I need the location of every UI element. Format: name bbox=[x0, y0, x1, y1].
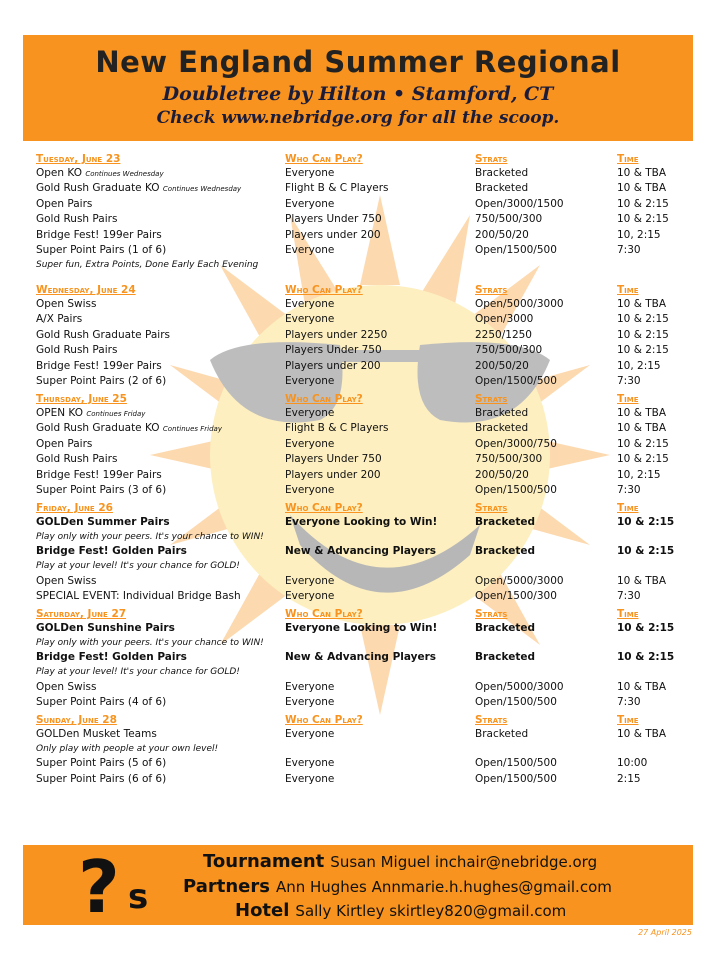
event-name: Gold Rush Pairs bbox=[36, 344, 118, 357]
event-name: Super Point Pairs (3 of 6) bbox=[36, 484, 167, 497]
event-time: 10 & TBA bbox=[617, 406, 667, 419]
event-row bbox=[36, 421, 686, 437]
event-row bbox=[36, 695, 686, 711]
contact-role: Tournament bbox=[203, 851, 325, 872]
event-who: Flight B & C Players bbox=[285, 182, 389, 195]
contact-hotel bbox=[235, 900, 566, 921]
day-header bbox=[36, 280, 686, 296]
event-name: Super Point Pairs (6 of 6) bbox=[36, 772, 167, 785]
event-strats: 750/500/300 bbox=[475, 344, 543, 357]
event-name: Super Point Pairs (4 of 6) bbox=[36, 696, 167, 709]
event-strats: 200/50/20 bbox=[475, 228, 529, 241]
event-strats: Bracketed bbox=[475, 515, 535, 528]
event-name-cell bbox=[36, 651, 285, 663]
day-title: Wednesday, June 24 bbox=[36, 284, 136, 296]
event-row bbox=[36, 312, 686, 328]
day-section bbox=[36, 710, 686, 787]
event-name: Open Swiss bbox=[36, 680, 97, 693]
event-time: 10 & TBA bbox=[617, 166, 667, 179]
event-time: 10, 2:15 bbox=[617, 359, 661, 372]
event-name: Bridge Fest! 199er Pairs bbox=[36, 468, 162, 481]
event-name: Super Point Pairs (5 of 6) bbox=[36, 757, 167, 770]
event-strats: Open/3000 bbox=[475, 313, 534, 326]
event-time: 7:30 bbox=[617, 590, 641, 603]
event-who: Flight B & C Players bbox=[285, 422, 389, 435]
event-name: Open Swiss bbox=[36, 574, 97, 587]
event-time: 10 & 2:15 bbox=[617, 213, 669, 226]
contact-role: Partners bbox=[183, 876, 270, 897]
event-row bbox=[36, 483, 686, 499]
event-note: Continues Wednesday bbox=[85, 169, 164, 178]
event-note: Continues Friday bbox=[86, 409, 146, 418]
event-strats: 750/500/300 bbox=[475, 213, 543, 226]
event-name: Open Pairs bbox=[36, 437, 93, 450]
event-subtext: Play only with your peers. It's your chance to WIN! bbox=[36, 531, 264, 542]
event-subtext: Play at your level! It's your chance for GOLD! bbox=[36, 561, 240, 571]
event-strats: Open/1500/500 bbox=[475, 696, 557, 709]
event-strats: Open/1500/500 bbox=[475, 772, 557, 785]
event-note: Continues Wednesday bbox=[162, 185, 242, 194]
event-time: 10 & TBA bbox=[617, 574, 667, 587]
event-row bbox=[36, 327, 686, 343]
event-strats: Open/5000/3000 bbox=[475, 680, 564, 693]
event-name-cell bbox=[36, 244, 285, 256]
event-name-cell bbox=[36, 773, 285, 785]
event-strats: Open/5000/3000 bbox=[475, 574, 564, 587]
event-strats: Open/1500/500 bbox=[475, 244, 557, 257]
event-time: 10 & 2:15 bbox=[617, 197, 669, 210]
event-name: OPEN KO bbox=[36, 406, 83, 419]
who-column-header: Who Can Play? bbox=[285, 284, 363, 296]
day-section bbox=[36, 280, 686, 389]
event-strats: Bracketed bbox=[475, 621, 535, 634]
event-time: 10 & 2:15 bbox=[617, 313, 669, 326]
event-who: New & Advancing Players bbox=[285, 545, 437, 558]
event-time: 10 & TBA bbox=[617, 680, 667, 693]
question-s-letter: s bbox=[128, 877, 149, 917]
event-name-cell bbox=[36, 757, 285, 769]
day-title: Saturday, June 27 bbox=[36, 608, 127, 620]
day-section bbox=[36, 604, 686, 710]
event-who: Everyone bbox=[285, 297, 335, 310]
event-name: GOLDen Musket Teams bbox=[36, 727, 157, 740]
event-strats: 750/500/300 bbox=[475, 453, 543, 466]
event-subtext-row bbox=[36, 530, 686, 544]
strats-column-header: Strats bbox=[475, 284, 508, 296]
event-who: Players Under 750 bbox=[285, 453, 382, 466]
event-name: Super Point Pairs (2 of 6) bbox=[36, 375, 167, 388]
day-section bbox=[36, 389, 686, 498]
event-name: Gold Rush Pairs bbox=[36, 213, 118, 226]
event-row bbox=[36, 467, 686, 483]
event-who: Players Under 750 bbox=[285, 213, 382, 226]
event-who: Everyone bbox=[285, 727, 335, 740]
event-strats: Open/3000/750 bbox=[475, 437, 557, 450]
event-time: 10 & 2:15 bbox=[617, 453, 669, 466]
event-who: Everyone bbox=[285, 590, 335, 603]
event-row bbox=[36, 620, 686, 636]
who-column-header: Who Can Play? bbox=[285, 393, 363, 405]
event-row bbox=[36, 573, 686, 589]
event-name: Gold Rush Graduate Pairs bbox=[36, 328, 170, 341]
event-name: A/X Pairs bbox=[36, 313, 83, 326]
day-header bbox=[36, 389, 686, 405]
event-name-cell bbox=[36, 229, 285, 241]
event-name: Bridge Fest! 199er Pairs bbox=[36, 359, 162, 372]
who-column-header: Who Can Play? bbox=[285, 153, 363, 165]
event-who: Everyone bbox=[285, 197, 335, 210]
contact-tournament bbox=[203, 851, 597, 872]
event-name: Gold Rush Graduate KO bbox=[36, 182, 160, 195]
event-name: Bridge Fest! Golden Pairs bbox=[36, 651, 187, 664]
event-strats: Bracketed bbox=[475, 182, 529, 195]
event-name-cell bbox=[36, 469, 285, 481]
event-row bbox=[36, 212, 686, 228]
event-who: Everyone bbox=[285, 484, 335, 497]
event-strats: Bracketed bbox=[475, 651, 535, 664]
event-time: 10 & TBA bbox=[617, 727, 667, 740]
event-who: Everyone bbox=[285, 166, 335, 179]
event-subtext-row bbox=[36, 742, 686, 756]
event-subtext-row bbox=[36, 258, 686, 272]
event-name-cell bbox=[36, 313, 285, 325]
event-strats: Bracketed bbox=[475, 166, 529, 179]
event-row bbox=[36, 343, 686, 359]
website-line: Check www.nebridge.org for all the scoop. bbox=[156, 108, 560, 128]
event-subtext-row bbox=[36, 636, 686, 650]
day-header bbox=[36, 149, 686, 165]
time-column-header: Time bbox=[617, 284, 639, 296]
who-column-header: Who Can Play? bbox=[285, 608, 363, 620]
event-strats: Bracketed bbox=[475, 545, 535, 558]
event-name-cell bbox=[36, 484, 285, 496]
event-who: Everyone Looking to Win! bbox=[285, 621, 438, 634]
event-time: 7:30 bbox=[617, 375, 641, 388]
event-row bbox=[36, 679, 686, 695]
day-section bbox=[36, 149, 686, 280]
event-row bbox=[36, 756, 686, 772]
event-strats: Bracketed bbox=[475, 422, 529, 435]
event-time: 2:15 bbox=[617, 772, 641, 785]
event-name-cell bbox=[36, 422, 285, 434]
event-name: GOLDen Summer Pairs bbox=[36, 515, 170, 528]
event-strats: Open/1500/500 bbox=[475, 757, 557, 770]
event-strats: Open/5000/3000 bbox=[475, 297, 564, 310]
event-strats: Open/3000/1500 bbox=[475, 197, 564, 210]
event-row bbox=[36, 514, 686, 530]
event-row bbox=[36, 227, 686, 243]
time-column-header: Time bbox=[617, 502, 639, 514]
time-column-header: Time bbox=[617, 393, 639, 405]
event-name-cell bbox=[36, 344, 285, 356]
event-who: New & Advancing Players bbox=[285, 651, 437, 664]
event-name: Gold Rush Graduate KO bbox=[36, 422, 160, 435]
event-strats: Open/1500/300 bbox=[475, 590, 557, 603]
event-who: Everyone bbox=[285, 437, 335, 450]
contact-info: Ann Hughes Annmarie.h.hughes@gmail.com bbox=[275, 878, 612, 896]
event-subtext: Play at your level! It's your chance for GOLD! bbox=[36, 667, 240, 677]
strats-column-header: Strats bbox=[475, 608, 508, 620]
day-header bbox=[36, 710, 686, 726]
event-name-cell bbox=[36, 516, 285, 528]
event-row bbox=[36, 771, 686, 787]
event-name-cell bbox=[36, 590, 285, 602]
time-column-header: Time bbox=[617, 608, 639, 620]
day-header bbox=[36, 498, 686, 514]
event-who: Players under 200 bbox=[285, 468, 381, 481]
event-subtext-row bbox=[36, 559, 686, 573]
day-section bbox=[36, 498, 686, 604]
event-time: 7:30 bbox=[617, 484, 641, 497]
section-spacer bbox=[36, 272, 686, 280]
event-row bbox=[36, 589, 686, 605]
event-time: 10 & TBA bbox=[617, 297, 667, 310]
event-name: SPECIAL EVENT: Individual Bridge Bash bbox=[36, 590, 241, 603]
event-time: 10, 2:15 bbox=[617, 468, 661, 481]
day-title: Thursday, June 25 bbox=[36, 393, 127, 405]
contact-role: Hotel bbox=[235, 900, 290, 921]
event-time: 10 & 2:15 bbox=[617, 328, 669, 341]
event-time: 10 & 2:15 bbox=[617, 437, 669, 450]
event-strats: Bracketed bbox=[475, 727, 529, 740]
event-name: Bridge Fest! Golden Pairs bbox=[36, 545, 187, 558]
event-name-cell bbox=[36, 453, 285, 465]
event-who: Everyone bbox=[285, 696, 335, 709]
event-strats: Open/1500/500 bbox=[475, 484, 557, 497]
event-name-cell bbox=[36, 360, 285, 372]
strats-column-header: Strats bbox=[475, 153, 508, 165]
time-column-header: Time bbox=[617, 714, 639, 726]
strats-column-header: Strats bbox=[475, 502, 508, 514]
event-row bbox=[36, 405, 686, 421]
event-row bbox=[36, 436, 686, 452]
date-stamp: 27 April 2025 bbox=[638, 928, 692, 937]
day-title: Tuesday, June 23 bbox=[36, 153, 121, 165]
event-name: Gold Rush Pairs bbox=[36, 453, 118, 466]
footer-banner bbox=[23, 845, 693, 929]
event-who: Everyone bbox=[285, 574, 335, 587]
event-who: Everyone bbox=[285, 406, 335, 419]
strats-column-header: Strats bbox=[475, 714, 508, 726]
question-mark-icon: ? bbox=[78, 845, 120, 929]
event-name-cell bbox=[36, 438, 285, 450]
contact-info: Sally Kirtley skirtley820@gmail.com bbox=[295, 902, 567, 920]
venue-line: Doubletree by Hilton • Stamford, CT bbox=[162, 83, 554, 105]
event-time: 10 & 2:15 bbox=[617, 621, 675, 634]
contact-partners bbox=[183, 876, 612, 897]
event-name-cell bbox=[36, 545, 285, 557]
event-subtext: Play only with your peers. It's your chance to WIN! bbox=[36, 637, 264, 648]
event-strats: Bracketed bbox=[475, 406, 529, 419]
event-row bbox=[36, 196, 686, 212]
schedule bbox=[36, 149, 686, 787]
event-who: Players under 200 bbox=[285, 228, 381, 241]
event-row bbox=[36, 358, 686, 374]
event-time: 10 & 2:15 bbox=[617, 515, 675, 528]
event-strats: 2250/1250 bbox=[475, 328, 532, 341]
event-strats: Open/1500/500 bbox=[475, 375, 557, 388]
event-row bbox=[36, 181, 686, 197]
event-name-cell bbox=[36, 167, 285, 179]
event-time: 10 & TBA bbox=[617, 422, 667, 435]
event-name: Bridge Fest! 199er Pairs bbox=[36, 228, 162, 241]
event-name-cell bbox=[36, 407, 285, 419]
event-who: Everyone bbox=[285, 375, 335, 388]
event-name-cell bbox=[36, 198, 285, 210]
event-name-cell bbox=[36, 575, 285, 587]
event-strats: 200/50/20 bbox=[475, 468, 529, 481]
event-time: 10, 2:15 bbox=[617, 228, 661, 241]
event-name: Open Pairs bbox=[36, 197, 93, 210]
day-title: Friday, June 26 bbox=[36, 502, 113, 514]
event-name-cell bbox=[36, 696, 285, 708]
event-strats: 200/50/20 bbox=[475, 359, 529, 372]
event-who: Players under 200 bbox=[285, 359, 381, 372]
event-row bbox=[36, 726, 686, 742]
event-time: 10 & 2:15 bbox=[617, 651, 675, 664]
event-name: Open Swiss bbox=[36, 297, 97, 310]
who-column-header: Who Can Play? bbox=[285, 714, 363, 726]
event-row bbox=[36, 165, 686, 181]
strats-column-header: Strats bbox=[475, 393, 508, 405]
who-column-header: Who Can Play? bbox=[285, 502, 363, 514]
event-who: Everyone bbox=[285, 244, 335, 257]
event-name: Super Point Pairs (1 of 6) bbox=[36, 244, 167, 257]
event-subtext: Super fun, Extra Points, Done Early Each Evening bbox=[36, 260, 259, 270]
event-row bbox=[36, 243, 686, 259]
event-who: Everyone bbox=[285, 680, 335, 693]
event-time: 10 & 2:15 bbox=[617, 344, 669, 357]
event-time: 7:30 bbox=[617, 244, 641, 257]
page-title: New England Summer Regional bbox=[95, 45, 621, 79]
event-name-cell bbox=[36, 728, 285, 740]
event-time: 7:30 bbox=[617, 696, 641, 709]
event-subtext-row bbox=[36, 665, 686, 679]
event-name: GOLDen Sunshine Pairs bbox=[36, 621, 175, 634]
event-name: Open KO bbox=[36, 166, 82, 179]
event-name-cell bbox=[36, 329, 285, 341]
event-who: Players under 2250 bbox=[285, 328, 388, 341]
event-row bbox=[36, 452, 686, 468]
time-column-header: Time bbox=[617, 153, 639, 165]
event-name-cell bbox=[36, 681, 285, 693]
header-banner bbox=[23, 35, 693, 141]
event-name-cell bbox=[36, 213, 285, 225]
event-time: 10 & TBA bbox=[617, 182, 667, 195]
contact-info: Susan Miguel inchair@nebridge.org bbox=[330, 853, 598, 871]
event-name-cell bbox=[36, 622, 285, 634]
event-who: Everyone bbox=[285, 772, 335, 785]
event-row bbox=[36, 296, 686, 312]
event-row bbox=[36, 544, 686, 560]
event-name-cell bbox=[36, 182, 285, 194]
event-name-cell bbox=[36, 375, 285, 387]
event-time: 10:00 bbox=[617, 757, 648, 770]
event-row bbox=[36, 374, 686, 390]
day-title: Sunday, June 28 bbox=[36, 714, 117, 726]
event-name-cell bbox=[36, 298, 285, 310]
event-who: Everyone bbox=[285, 757, 335, 770]
event-row bbox=[36, 650, 686, 666]
event-who: Everyone Looking to Win! bbox=[285, 515, 438, 528]
event-subtext: Only play with people at your own level! bbox=[36, 743, 219, 754]
event-who: Players Under 750 bbox=[285, 344, 382, 357]
event-note: Continues Friday bbox=[162, 425, 222, 434]
event-who: Everyone bbox=[285, 313, 335, 326]
day-header bbox=[36, 604, 686, 620]
event-time: 10 & 2:15 bbox=[617, 545, 675, 558]
